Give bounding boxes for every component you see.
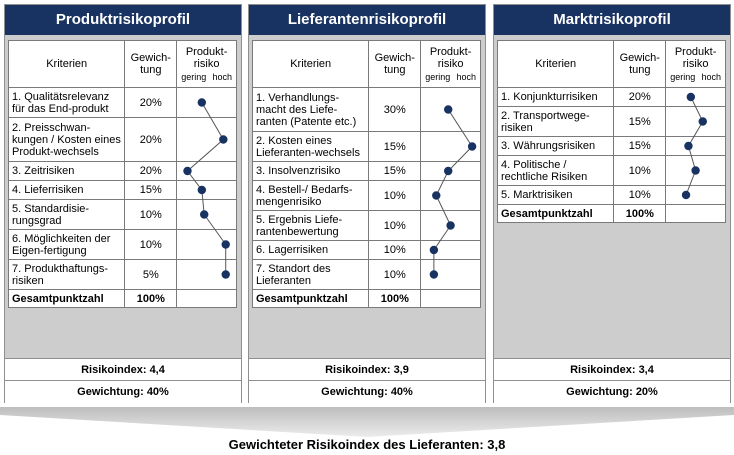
risk-panel-1 [4,4,242,403]
scale-high-label: hoch [212,72,232,82]
criterion-risk-cell [666,88,726,107]
criterion-risk-cell [421,241,481,260]
criterion-label: 6. Lagerrisiken [253,241,369,260]
criterion-weight: 10% [369,241,421,260]
criterion-risk-cell [421,132,481,162]
criterion-label: 1. Konjunkturrisiken [498,88,614,107]
criterion-label: 6. Möglichkeiten der Eigen-​fertigung [9,230,125,260]
header-risk-label: Produkt-​risiko [185,46,228,70]
panel-body [5,35,241,358]
criterion-risk-cell [421,88,481,132]
table-row [9,162,237,181]
criterion-label: 7. Standort des Lieferanten [253,260,369,290]
criterion-weight: 10% [614,186,666,205]
criteria-table [252,40,481,308]
risk-index: Risikoindex: 4,4 [5,358,241,381]
criterion-label: 3. Insolvenzrisiko [253,162,369,181]
criterion-risk-cell [666,156,726,186]
weighted-risk-index: Gewichteter Risikoindex des Lieferanten: 3,8 [228,437,506,452]
total-risk-cell [177,290,237,308]
criterion-weight: 10% [125,200,177,230]
header-risk-label: Produkt-​risiko [674,46,717,70]
criterion-label: 5. Standardisie-​rungsgrad [9,200,125,230]
criterion-weight: 20% [125,162,177,181]
table-row [498,156,726,186]
total-label: Gesamtpunktzahl [498,205,614,223]
criterion-weight: 20% [614,88,666,107]
table-row [253,132,481,162]
panel-weighting: Gewichtung: 40% [249,380,485,403]
risk-panel-3 [493,4,731,403]
risk-panel-2 [248,4,486,403]
panel-body [249,35,485,358]
header-weight: Gewich-​tung [369,41,421,88]
panel-weighting: Gewichtung: 40% [5,380,241,403]
panel-title: Lieferantenrisikoprofil [249,5,485,35]
total-weight: 100% [369,290,421,308]
panel-body [494,35,730,358]
scale-low-label: gering [670,72,696,82]
table-row [498,137,726,156]
criterion-weight: 15% [369,162,421,181]
criterion-label: 3. Zeitrisiken [9,162,125,181]
header-criteria: Kriterien [9,41,125,88]
total-weight: 100% [614,205,666,223]
criterion-risk-cell [177,200,237,230]
criterion-weight: 10% [614,156,666,186]
criterion-weight: 15% [614,107,666,137]
criterion-weight: 20% [125,118,177,162]
total-risk-cell [421,290,481,308]
criterion-risk-cell [421,181,481,211]
criterion-label: 7. Produkthaftungs-​risiken [9,260,125,290]
criterion-label: 4. Bestell-​/ Bedarfs-​mengenrisiko [253,181,369,211]
criterion-weight: 10% [125,230,177,260]
criterion-label: 4. Lieferrisiken [9,181,125,200]
criterion-label: 1. Verhandlungs-​macht des Liefe-​ranten (Patente etc.) [253,88,369,132]
table-row [253,88,481,132]
header-criteria: Kriterien [498,41,614,88]
risk-scale [424,72,477,82]
summary-arrow [0,405,734,439]
table-row [253,260,481,290]
scale-low-label: gering [181,72,207,82]
total-row [253,290,481,308]
criterion-risk-cell [666,186,726,205]
total-risk-cell [666,205,726,223]
table-row [253,211,481,241]
criterion-weight: 10% [369,260,421,290]
total-row [9,290,237,308]
panel-title: Produktrisikoprofil [5,5,241,35]
criterion-label: 5. Ergebnis Liefe-​rantenbewertung [253,211,369,241]
criterion-label: 5. Marktrisiken [498,186,614,205]
total-row [498,205,726,223]
risk-index: Risikoindex: 3,9 [249,358,485,381]
criterion-weight: 10% [369,181,421,211]
criterion-weight: 20% [125,88,177,118]
header-risk [666,41,726,88]
scale-high-label: hoch [456,72,476,82]
header-weight: Gewich-​tung [125,41,177,88]
table-row [9,88,237,118]
criteria-table [8,40,237,308]
criterion-weight: 15% [369,132,421,162]
header-risk [421,41,481,88]
total-weight: 100% [125,290,177,308]
scale-high-label: hoch [701,72,721,82]
total-label: Gesamtpunktzahl [253,290,369,308]
header-weight: Gewich-​tung [614,41,666,88]
criterion-risk-cell [421,211,481,241]
risk-index: Risikoindex: 3,4 [494,358,730,381]
criterion-risk-cell [421,260,481,290]
criterion-weight: 10% [369,211,421,241]
criterion-weight: 15% [614,137,666,156]
panel-weighting: Gewichtung: 20% [494,380,730,403]
criterion-risk-cell [177,162,237,181]
table-row [9,230,237,260]
table-row [253,162,481,181]
criterion-risk-cell [177,230,237,260]
table-row [253,241,481,260]
criterion-weight: 30% [369,88,421,132]
header-risk [177,41,237,88]
table-row [9,200,237,230]
total-label: Gesamtpunktzahl [9,290,125,308]
risk-scale [669,72,722,82]
table-row [498,186,726,205]
scale-low-label: gering [425,72,451,82]
criterion-risk-cell [177,118,237,162]
table-row [253,181,481,211]
criterion-risk-cell [666,137,726,156]
criterion-risk-cell [177,181,237,200]
criteria-table [497,40,726,223]
table-row [9,118,237,162]
criterion-risk-cell [177,260,237,290]
risk-scale [180,72,233,82]
criterion-risk-cell [177,88,237,118]
criterion-risk-cell [421,162,481,181]
criterion-label: 1. Qualitätsrelevanz für das End-​produkt [9,88,125,118]
criterion-risk-cell [666,107,726,137]
header-criteria: Kriterien [253,41,369,88]
criterion-label: 4. Politische / rechtliche Risiken [498,156,614,186]
criterion-label: 2. Transportwege-​risiken [498,107,614,137]
table-row [498,107,726,137]
header-risk-label: Produkt-​risiko [429,46,472,70]
criterion-label: 2. Preisschwan-​kungen / Kosten eines Produkt-​wechsels [9,118,125,162]
table-row [9,260,237,290]
criterion-label: 3. Währungsrisiken [498,137,614,156]
panel-title: Marktrisikoprofil [494,5,730,35]
criterion-weight: 5% [125,260,177,290]
criterion-label: 2. Kosten eines Lieferanten-​wechsels [253,132,369,162]
table-row [498,88,726,107]
table-row [9,181,237,200]
criterion-weight: 15% [125,181,177,200]
